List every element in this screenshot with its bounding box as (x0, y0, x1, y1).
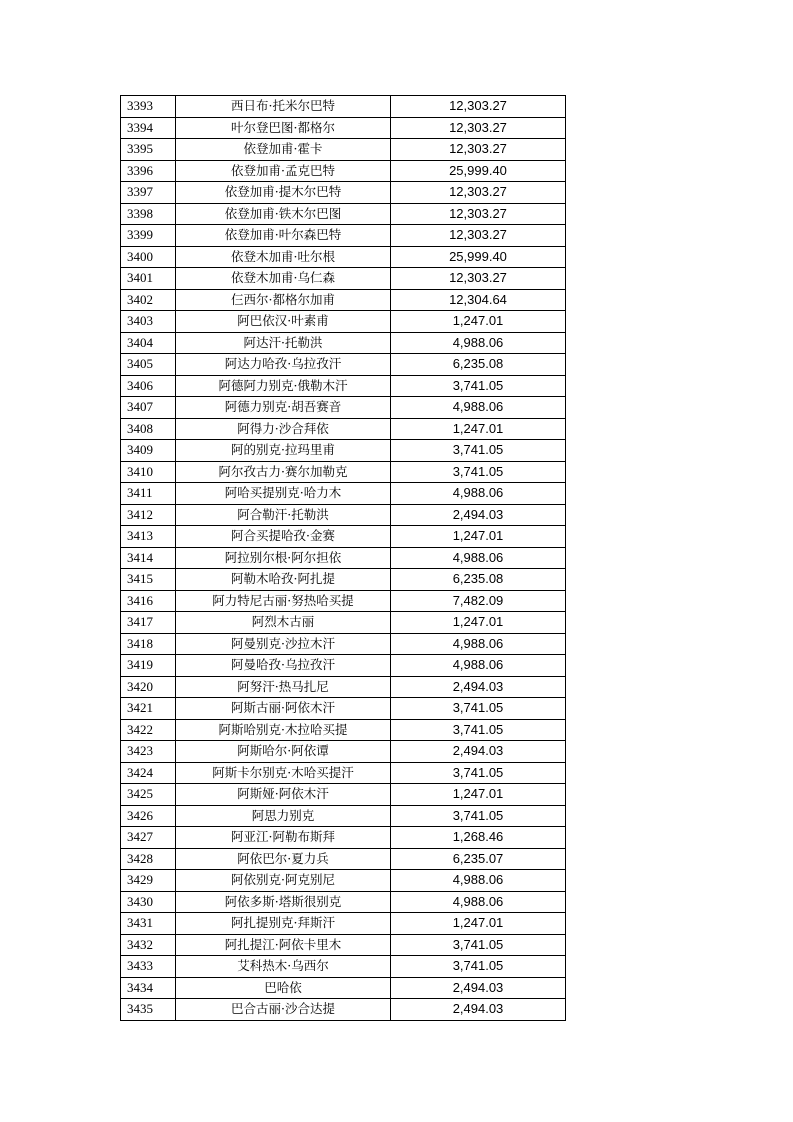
row-number-cell: 3423 (121, 741, 176, 763)
row-number-cell: 3407 (121, 397, 176, 419)
recipient-name-cell: 阿思力别克 (176, 805, 391, 827)
table-row (121, 956, 566, 978)
amount-cell: 2,494.03 (391, 741, 566, 763)
row-number-cell: 3414 (121, 547, 176, 569)
recipient-name-cell: 依登加甫·霍卡 (176, 139, 391, 161)
recipient-name-cell: 阿努汗·热马扎尼 (176, 676, 391, 698)
row-number-cell: 3393 (121, 96, 176, 118)
row-number-cell: 3435 (121, 999, 176, 1021)
amount-cell: 2,494.03 (391, 999, 566, 1021)
recipient-name-cell: 阿扎提别克·拜斯汗 (176, 913, 391, 935)
row-number-cell: 3415 (121, 569, 176, 591)
recipient-name-cell: 阿力特尼古丽·努热哈买提 (176, 590, 391, 612)
amount-cell: 7,482.09 (391, 590, 566, 612)
row-number-cell: 3405 (121, 354, 176, 376)
amount-cell: 4,988.06 (391, 655, 566, 677)
amount-cell: 1,247.01 (391, 526, 566, 548)
recipient-name-cell: 阿德力别克·胡吾赛音 (176, 397, 391, 419)
table-row (121, 483, 566, 505)
amount-cell: 3,741.05 (391, 805, 566, 827)
amount-cell: 25,999.40 (391, 246, 566, 268)
table-row (121, 698, 566, 720)
table-row (121, 612, 566, 634)
amount-cell: 6,235.07 (391, 848, 566, 870)
row-number-cell: 3408 (121, 418, 176, 440)
amount-cell: 4,988.06 (391, 483, 566, 505)
row-number-cell: 3429 (121, 870, 176, 892)
table-row (121, 913, 566, 935)
amount-cell: 12,303.27 (391, 225, 566, 247)
recipient-name-cell: 阿拉别尔根·阿尔担依 (176, 547, 391, 569)
row-number-cell: 3403 (121, 311, 176, 333)
amount-cell: 3,741.05 (391, 934, 566, 956)
recipient-name-cell: 阿达汗·托勒洪 (176, 332, 391, 354)
row-number-cell: 3399 (121, 225, 176, 247)
table-row (121, 999, 566, 1021)
table-row (121, 547, 566, 569)
table-row (121, 741, 566, 763)
recipient-name-cell: 阿巴依汉·叶素甫 (176, 311, 391, 333)
table-row (121, 268, 566, 290)
amount-cell: 4,988.06 (391, 547, 566, 569)
table-row (121, 289, 566, 311)
table-row (121, 633, 566, 655)
table-row (121, 569, 566, 591)
row-number-cell: 3422 (121, 719, 176, 741)
recipient-name-cell: 阿斯古丽·阿依木汗 (176, 698, 391, 720)
table-row (121, 311, 566, 333)
amount-cell: 1,247.01 (391, 784, 566, 806)
row-number-cell: 3431 (121, 913, 176, 935)
row-number-cell: 3406 (121, 375, 176, 397)
recipient-name-cell: 依登加甫·叶尔森巴特 (176, 225, 391, 247)
amount-cell: 12,304.64 (391, 289, 566, 311)
row-number-cell: 3420 (121, 676, 176, 698)
amount-cell: 3,741.05 (391, 375, 566, 397)
row-number-cell: 3412 (121, 504, 176, 526)
payment-table (120, 95, 566, 1021)
table-row (121, 182, 566, 204)
row-number-cell: 3433 (121, 956, 176, 978)
table-row (121, 784, 566, 806)
table-row (121, 203, 566, 225)
table-row (121, 526, 566, 548)
recipient-name-cell: 巴合古丽·沙合达提 (176, 999, 391, 1021)
amount-cell: 3,741.05 (391, 956, 566, 978)
recipient-name-cell: 阿斯哈别克·木拉哈买提 (176, 719, 391, 741)
recipient-name-cell: 阿斯娅·阿依木汗 (176, 784, 391, 806)
amount-cell: 2,494.03 (391, 504, 566, 526)
table-row (121, 246, 566, 268)
amount-cell: 4,988.06 (391, 870, 566, 892)
table-row (121, 870, 566, 892)
table-row (121, 762, 566, 784)
row-number-cell: 3419 (121, 655, 176, 677)
amount-cell: 1,247.01 (391, 311, 566, 333)
recipient-name-cell: 西日布·托米尔巴特 (176, 96, 391, 118)
table-row (121, 354, 566, 376)
amount-cell: 6,235.08 (391, 354, 566, 376)
recipient-name-cell: 阿亚江·阿勒布斯拜 (176, 827, 391, 849)
row-number-cell: 3430 (121, 891, 176, 913)
recipient-name-cell: 阿勒木哈孜·阿扎提 (176, 569, 391, 591)
row-number-cell: 3398 (121, 203, 176, 225)
table-row (121, 440, 566, 462)
row-number-cell: 3396 (121, 160, 176, 182)
recipient-name-cell: 依登木加甫·乌仁森 (176, 268, 391, 290)
row-number-cell: 3427 (121, 827, 176, 849)
recipient-name-cell: 阿依多斯·塔斯很别克 (176, 891, 391, 913)
recipient-name-cell: 叶尔登巴图·都格尔 (176, 117, 391, 139)
row-number-cell: 3424 (121, 762, 176, 784)
amount-cell: 12,303.27 (391, 139, 566, 161)
row-number-cell: 3426 (121, 805, 176, 827)
amount-cell: 3,741.05 (391, 461, 566, 483)
row-number-cell: 3394 (121, 117, 176, 139)
table-row (121, 891, 566, 913)
recipient-name-cell: 阿哈买提别克·哈力木 (176, 483, 391, 505)
recipient-name-cell: 阿曼哈孜·乌拉孜汗 (176, 655, 391, 677)
recipient-name-cell: 阿斯哈尔·阿依谭 (176, 741, 391, 763)
recipient-name-cell: 阿扎提江·阿依卡里木 (176, 934, 391, 956)
recipient-name-cell: 阿曼别克·沙拉木汗 (176, 633, 391, 655)
table-row (121, 719, 566, 741)
row-number-cell: 3428 (121, 848, 176, 870)
recipient-name-cell: 阿德阿力别克·俄勒木汗 (176, 375, 391, 397)
table-row (121, 375, 566, 397)
amount-cell: 12,303.27 (391, 182, 566, 204)
table-row (121, 676, 566, 698)
row-number-cell: 3434 (121, 977, 176, 999)
row-number-cell: 3404 (121, 332, 176, 354)
row-number-cell: 3421 (121, 698, 176, 720)
row-number-cell: 3395 (121, 139, 176, 161)
table-row (121, 805, 566, 827)
row-number-cell: 3400 (121, 246, 176, 268)
recipient-name-cell: 依登加甫·孟克巴特 (176, 160, 391, 182)
amount-cell: 3,741.05 (391, 762, 566, 784)
table-row (121, 848, 566, 870)
recipient-name-cell: 阿尔孜古力·赛尔加勒克 (176, 461, 391, 483)
recipient-name-cell: 阿达力哈孜·乌拉孜汗 (176, 354, 391, 376)
table-row (121, 418, 566, 440)
row-number-cell: 3411 (121, 483, 176, 505)
table-row (121, 96, 566, 118)
amount-cell: 4,988.06 (391, 633, 566, 655)
recipient-name-cell: 依登加甫·铁木尔巴图 (176, 203, 391, 225)
amount-cell: 4,988.06 (391, 332, 566, 354)
recipient-name-cell: 阿斯卡尔别克·木哈买提汗 (176, 762, 391, 784)
table-row (121, 934, 566, 956)
row-number-cell: 3397 (121, 182, 176, 204)
amount-cell: 2,494.03 (391, 676, 566, 698)
amount-cell: 2,494.03 (391, 977, 566, 999)
table-row (121, 397, 566, 419)
row-number-cell: 3410 (121, 461, 176, 483)
recipient-name-cell: 依登木加甫·吐尔根 (176, 246, 391, 268)
amount-cell: 25,999.40 (391, 160, 566, 182)
amount-cell: 12,303.27 (391, 117, 566, 139)
row-number-cell: 3416 (121, 590, 176, 612)
row-number-cell: 3418 (121, 633, 176, 655)
row-number-cell: 3409 (121, 440, 176, 462)
row-number-cell: 3425 (121, 784, 176, 806)
row-number-cell: 3413 (121, 526, 176, 548)
row-number-cell: 3402 (121, 289, 176, 311)
amount-cell: 12,303.27 (391, 268, 566, 290)
amount-cell: 3,741.05 (391, 698, 566, 720)
table-row (121, 461, 566, 483)
amount-cell: 12,303.27 (391, 203, 566, 225)
table-row (121, 139, 566, 161)
table-row (121, 117, 566, 139)
row-number-cell: 3432 (121, 934, 176, 956)
amount-cell: 1,268.46 (391, 827, 566, 849)
recipient-name-cell: 阿的别克·拉玛里甫 (176, 440, 391, 462)
table-row (121, 977, 566, 999)
row-number-cell: 3417 (121, 612, 176, 634)
recipient-name-cell: 依登加甫·提木尔巴特 (176, 182, 391, 204)
recipient-name-cell: 巴哈依 (176, 977, 391, 999)
table-row (121, 225, 566, 247)
amount-cell: 6,235.08 (391, 569, 566, 591)
amount-cell: 12,303.27 (391, 96, 566, 118)
table-row (121, 827, 566, 849)
amount-cell: 4,988.06 (391, 891, 566, 913)
recipient-name-cell: 艾科热木·乌西尔 (176, 956, 391, 978)
amount-cell: 3,741.05 (391, 440, 566, 462)
recipient-name-cell: 阿依别克·阿克别尼 (176, 870, 391, 892)
recipient-name-cell: 阿得力·沙合拜依 (176, 418, 391, 440)
table-row (121, 590, 566, 612)
amount-cell: 1,247.01 (391, 913, 566, 935)
recipient-name-cell: 阿烈木古丽 (176, 612, 391, 634)
table-row (121, 332, 566, 354)
table-row (121, 655, 566, 677)
recipient-name-cell: 阿合勒汗·托勒洪 (176, 504, 391, 526)
recipient-name-cell: 阿依巴尔·夏力兵 (176, 848, 391, 870)
payment-table-body (121, 96, 566, 1021)
amount-cell: 3,741.05 (391, 719, 566, 741)
amount-cell: 1,247.01 (391, 418, 566, 440)
amount-cell: 1,247.01 (391, 612, 566, 634)
recipient-name-cell: 仨西尔·都格尔加甫 (176, 289, 391, 311)
row-number-cell: 3401 (121, 268, 176, 290)
table-row (121, 504, 566, 526)
amount-cell: 4,988.06 (391, 397, 566, 419)
table-row (121, 160, 566, 182)
recipient-name-cell: 阿合买提哈孜·金赛 (176, 526, 391, 548)
